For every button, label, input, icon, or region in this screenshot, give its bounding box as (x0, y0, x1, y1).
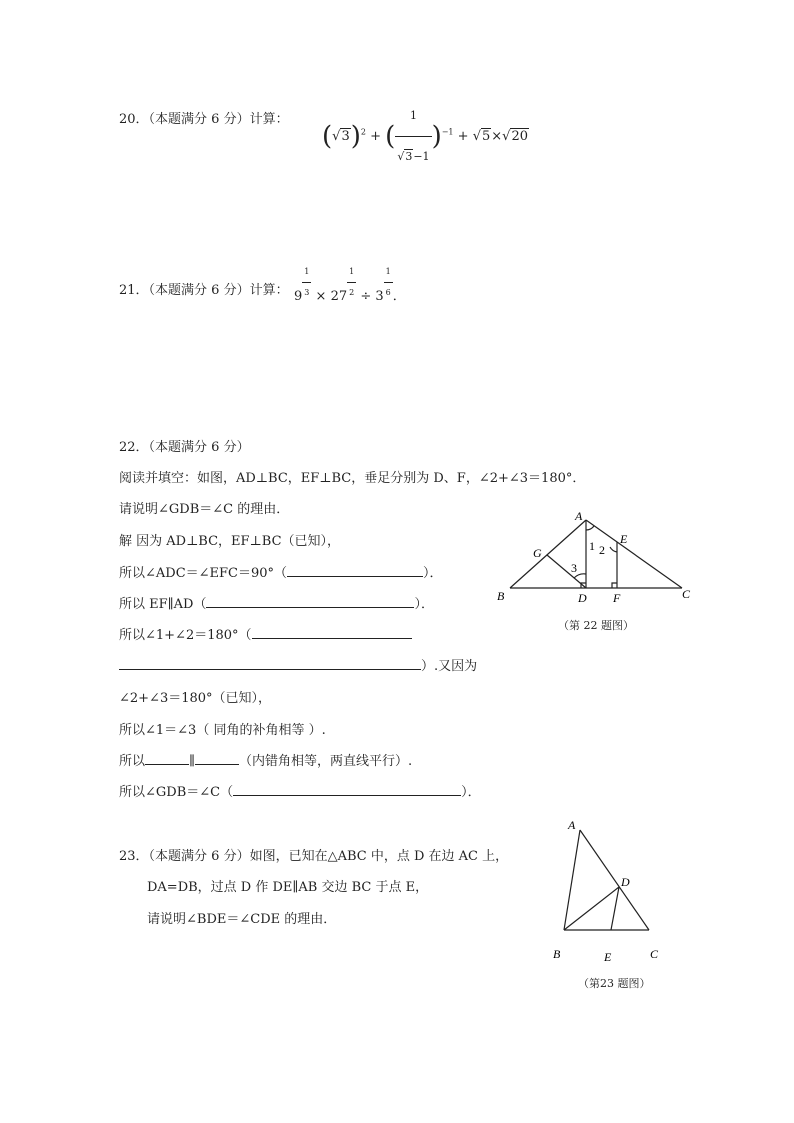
q21-exp1-den: 3 (304, 288, 310, 297)
q21-base3: 3 (375, 289, 384, 304)
q22-blank6[interactable] (233, 781, 461, 796)
q21-base2: 27 (330, 289, 348, 304)
q22-angle3-label: 3 (571, 561, 577, 575)
q22-label-a: A (575, 509, 583, 523)
q20-exp1: 2 (360, 127, 366, 137)
q20-fraction: $\frac{1}{√3-1}$ (395, 96, 431, 177)
q22-line2: 请说明∠GDB＝∠C 的理由． (119, 502, 290, 517)
q23-line-ac (580, 830, 649, 930)
q22-label: 22．（本题满分 6 分） (119, 440, 250, 455)
q22-blank5[interactable] (195, 750, 239, 765)
q23-line-de (611, 887, 619, 930)
q22-label-c: C (682, 587, 691, 601)
q21-exp3-den: 6 (385, 288, 391, 297)
q22-line6 (119, 624, 412, 643)
q21-exp2-num: 1 (347, 262, 356, 283)
q22-angle1-label: 1 (589, 539, 595, 553)
q21-base1: 9 (294, 289, 303, 304)
q22-label-b: B (497, 589, 505, 603)
q22-blank4[interactable] (145, 750, 189, 765)
q20-label: 20．（本题满分 6 分）计算： (119, 112, 289, 127)
q22-line11-text: 所以∠GDB＝∠C（ (119, 785, 234, 800)
q20-times: × (491, 129, 503, 144)
q22-line10-text: 所以 (119, 754, 146, 769)
q22-line7-end: ）.又因为 (421, 659, 478, 674)
q22-blank2[interactable] (206, 593, 414, 608)
q22-caption: （第 22 题图） (558, 619, 634, 632)
q23-line-ab (564, 830, 580, 930)
q22-blank3a[interactable] (252, 624, 412, 639)
q23-line2: DA=DB，过点 D 作 DE∥AB 交边 BC 于点 E， (147, 880, 429, 895)
q20-plus2: + (457, 129, 469, 144)
q23-label-c: C (650, 947, 659, 961)
q22-line-gd (547, 555, 586, 588)
q22-line4-text: 所以∠ADC＝∠EFC＝90°（ (119, 566, 288, 581)
q22-line5-text: 所以 EF∥AD（ (119, 597, 207, 612)
q20-expression: $(√3)^2$ + ( $\frac{1}{√3-1}$ )$^{-1}$ + √5×√20 (322, 96, 529, 136)
q21-exp3-num: 1 (384, 262, 393, 283)
q20-frac-num: 1 (395, 96, 431, 137)
q22-line7 (119, 655, 477, 674)
q21-op2: ÷ (360, 289, 372, 304)
q23-label-b: B (553, 947, 561, 961)
q22-line10-reason: （内错角相等，两直线平行）. (239, 754, 413, 769)
q22-angle1-arc (586, 526, 594, 530)
q22-line3: 解 因为 AD⊥BC，EF⊥BC（已知）， (119, 534, 341, 549)
q21-exp2-den: 2 (349, 288, 355, 297)
q23-label-d: D (621, 875, 630, 889)
q21-expression (294, 262, 406, 317)
q23-caption: （第23 题图） (578, 977, 651, 990)
q22-line8: ∠2+∠3＝180°（已知）， (119, 691, 272, 706)
q22-label-e: E (620, 532, 628, 546)
q22-line4-end: ）． (423, 566, 443, 581)
q22-line1: 阅读并填空：如图，AD⊥BC，EF⊥BC，垂足分别为 D、F，∠2+∠3＝180°． (119, 471, 586, 486)
q20-frac-exp: −1 (441, 127, 454, 137)
q22-label-f: F (613, 591, 621, 605)
q20-rad3: 20 (511, 129, 529, 144)
q21-label: 21．（本题满分 6 分）计算： (119, 283, 289, 298)
q20-plus1: + (370, 129, 382, 144)
q22-angle2-arc (610, 547, 617, 552)
q22-line4 (119, 562, 443, 581)
q22-line11-end: ）． (461, 785, 481, 800)
q21-exp1-num: 1 (302, 262, 311, 283)
q22-label-g: G (533, 546, 542, 560)
q22-line6-text: 所以∠1+∠2＝180°（ (119, 628, 252, 643)
q22-line5 (119, 593, 434, 612)
q22-parallel: ∥ (189, 754, 196, 769)
q22-blank3b[interactable] (119, 655, 421, 670)
q23-label-a: A (568, 818, 576, 832)
q22-right-angle-f (612, 583, 617, 588)
q22-line5-end: ）． (414, 597, 434, 612)
q22-line10 (119, 750, 412, 769)
q21-end: ． (392, 289, 406, 304)
q23-line3: 请说明∠BDE＝∠CDE 的理由． (147, 912, 337, 927)
q20-rad2: 5 (481, 129, 491, 144)
q23-line1: 23．（本题满分 6 分）如图，已知在△ABC 中，点 D 在边 AC 上， (119, 849, 509, 864)
q22-line9: 所以∠1＝∠3（ 同角的补角相等 ）. (119, 723, 326, 738)
q21-op1: × (315, 289, 327, 304)
q22-blank1[interactable] (287, 562, 423, 577)
q23-line-bd (564, 887, 619, 930)
q20-rad1: 3 (341, 129, 350, 144)
q23-label-e: E (604, 950, 612, 964)
q22-label-d: D (578, 591, 587, 605)
q20-frac-den-minus: −1 (413, 150, 430, 163)
q23-figure (548, 812, 668, 968)
q22-line11 (119, 781, 481, 800)
q20-frac-den-rad: 3 (405, 150, 413, 163)
q22-angle2-label: 2 (599, 543, 605, 557)
